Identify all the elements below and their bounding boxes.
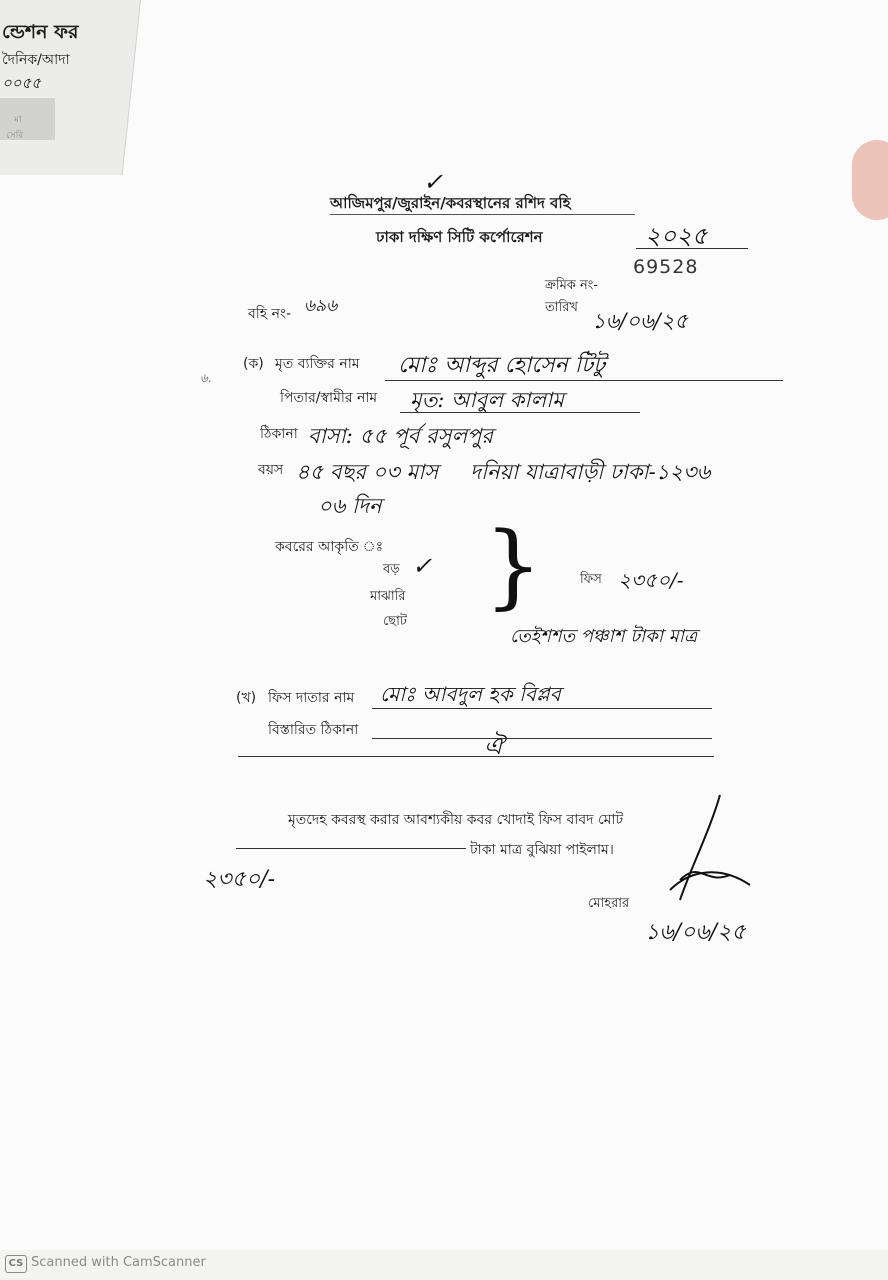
fee-payer-value: মোঃ আবদুল হক বিপ্লব [380,682,561,706]
grave-option-small: ছোট [383,614,408,629]
receipt-title: আজিমপুর/জুরাইন/কবরস্থানের রশিদ বহি [330,194,571,212]
amount-line [236,848,466,849]
fee-payer-label: ফিস দাতার নাম [268,690,355,706]
grave-option-medium: মাঝারি [370,589,406,604]
fee-value: ২৩৫০/- [618,568,684,592]
father-name-label: পিতার/স্বামীর নাম [280,390,378,406]
grave-option-large: বড় [383,562,400,577]
detailed-address-line [372,738,712,739]
book-number-label: বহি নং- [248,306,292,322]
age-value: ৪৫ বছর ০৩ মাস [296,460,439,484]
deceased-name-label: মৃত ব্যক্তির নাম [275,356,360,372]
corner-shade [0,98,55,140]
address-value-2: দনিয়া যাত্রাবাড়ী ঢাকা-১২৩৬ [470,460,711,484]
amount-handwritten: ২৩৫০/- [203,867,276,892]
receipt-subtitle: ঢাকা দক্ষিণ সিটি কর্পোরেশন [376,228,543,246]
signer-label: মোহরার [588,896,630,911]
detailed-address-label: বিস্তারিত ঠিকানা [268,722,359,738]
name-line [385,380,783,381]
title-tick-mark: ✓ [423,168,444,196]
corner-text-1: ন্ডেশন ফর [2,21,79,43]
serial-number: 69528 [633,256,699,278]
address-label: ঠিকানা [260,426,298,442]
fee-label: ফিস [580,572,602,587]
address-extra-line [238,756,714,757]
thumb-shadow [852,140,888,220]
father-name-value: মৃত: আবুল কালাম [410,388,564,412]
father-line [400,412,640,413]
date-value: ১৬/০৬/২৫ [592,309,689,333]
age-value-2: ০৬ দিন [318,494,382,518]
grave-brace: } [484,512,543,619]
corner-text-3: ০০৫৫ [2,74,41,92]
fee-in-words: তেইশশত পঞ্চাশ টাকা মাত্র [510,626,698,647]
section-ka-marker: (ক) [243,356,264,372]
scanner-footer [0,1250,888,1280]
year-underline [636,248,748,249]
receipt-statement-1: মৃতদেহ কবরস্থ করার আবশ্যকীয় কবর খোদাই ফিস বাবদ মোট [288,812,624,828]
section-kha-marker: (খ) [236,690,257,706]
receipt-statement-2: টাকা মাত্র বুঝিয়া পাইলাম। [470,842,614,858]
title-underline [330,214,635,215]
serial-label: ক্রমিক নং- [545,278,599,293]
signature-date: ১৬/০৬/২৫ [645,920,746,945]
deceased-name-value: মোঃ আব্দুর হোসেন টিটু [398,353,606,378]
handwritten-year: ২০২৫ [645,222,708,250]
age-label: বয়স [258,462,284,478]
camscanner-logo-icon: CS [5,1255,27,1273]
grave-size-label: কবরের আকৃতি ঃ [275,539,384,555]
address-value-1: বাসা: ৫৫ পূর্ব রসুলপুর [308,424,493,448]
margin-mark: ৬. [200,371,212,385]
corner-text-2: দৈনিক/আদা [2,52,70,68]
detailed-address-value: ঐ [484,732,504,760]
camscanner-watermark: Scanned with CamScanner [31,1255,206,1270]
grave-option-tick: ✓ [412,552,433,580]
book-number-value: ৬৯৬ [304,296,338,316]
payer-line [372,708,712,709]
signature-scribble [650,790,770,910]
date-label: তারিখ [545,300,578,315]
